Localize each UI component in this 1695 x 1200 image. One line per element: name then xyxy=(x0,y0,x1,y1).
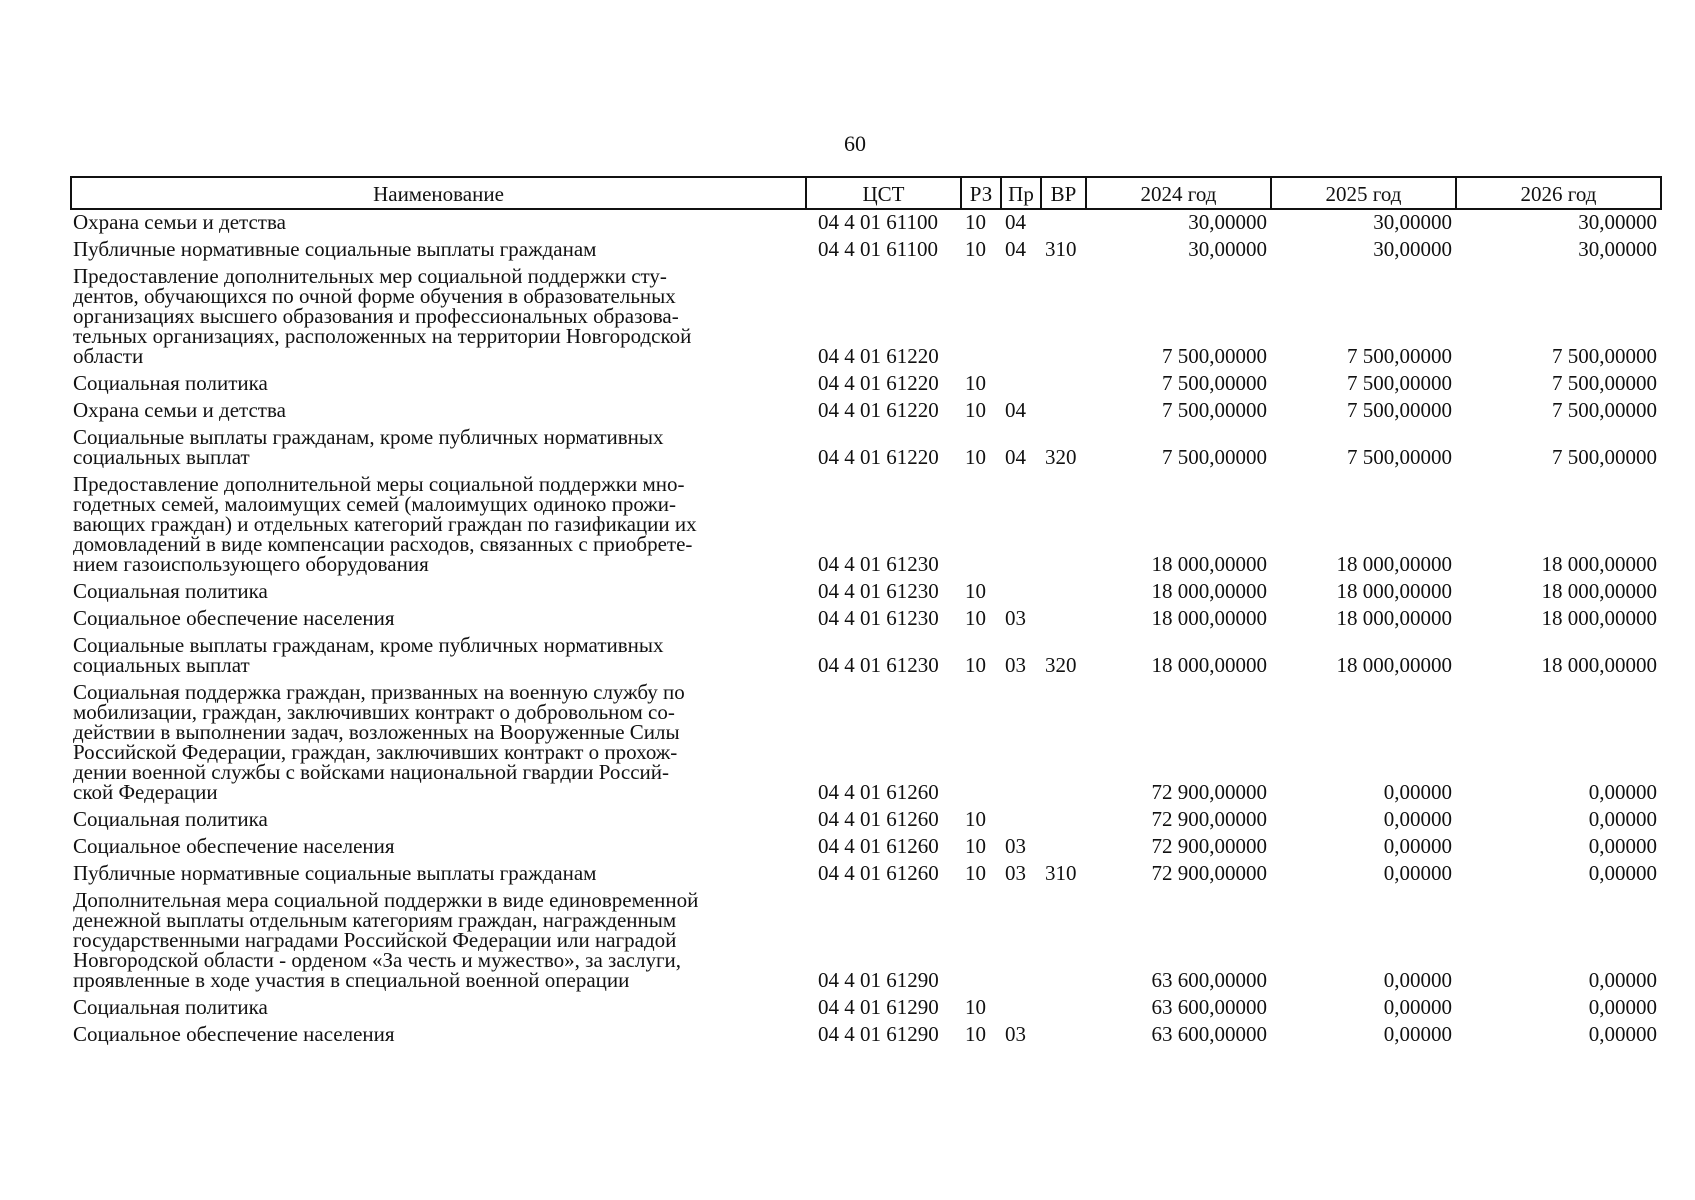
row-vr: 320 xyxy=(1045,653,1077,677)
header-2024: 2024 год xyxy=(1086,177,1271,209)
row-vr xyxy=(1041,995,1086,1022)
row-value-2024: 72 900,00000 xyxy=(1151,780,1267,804)
row-cst: 04 4 01 61100 xyxy=(818,210,938,234)
row-vr: 310 xyxy=(1045,861,1077,885)
table-row xyxy=(71,888,1661,995)
row-value-2024: 7 500,00000 xyxy=(1162,398,1267,422)
row-value-2025: 18 000,00000 xyxy=(1336,579,1452,603)
row-rz: 10 xyxy=(965,861,986,885)
row-pr xyxy=(1001,888,1041,995)
row-cst: 04 4 01 61260 xyxy=(818,807,939,831)
table-row xyxy=(71,861,1661,888)
row-vr xyxy=(1041,264,1086,371)
row-pr: 03 xyxy=(1005,861,1026,885)
row-value-2026: 0,00000 xyxy=(1588,780,1657,804)
row-name: Социальное обеспечение населения xyxy=(73,834,395,858)
row-name: Социальные выплаты гражданам, кроме публичных нормативных социальных выплат xyxy=(73,633,664,677)
row-vr xyxy=(1041,807,1086,834)
row-cst: 04 4 01 61260 xyxy=(818,861,939,885)
row-pr: 04 xyxy=(1005,210,1026,234)
row-value-2025: 0,00000 xyxy=(1383,807,1452,831)
row-rz xyxy=(961,472,1001,579)
row-vr xyxy=(1041,209,1086,237)
table-row xyxy=(71,606,1661,633)
row-vr xyxy=(1041,1022,1086,1049)
row-cst: 04 4 01 61230 xyxy=(818,552,939,576)
table-row xyxy=(71,807,1661,834)
row-rz: 10 xyxy=(965,210,986,234)
header-rz: РЗ xyxy=(961,177,1001,209)
row-name: Дополнительная мера социальной поддержки в виде единовременной денежной выплаты отдельным категориям граждан, награжденным государственными наградами Российской Федерации или наградой Новгородской области - орденом «За честь и мужество», за заслуги, проявленные в ходе участия в специальной военной операции xyxy=(73,888,699,992)
row-pr xyxy=(1001,371,1041,398)
row-name: Охрана семьи и детства xyxy=(73,398,286,422)
row-value-2024: 72 900,00000 xyxy=(1151,861,1267,885)
row-rz: 10 xyxy=(965,995,986,1019)
row-value-2026: 7 500,00000 xyxy=(1552,344,1657,368)
row-cst: 04 4 01 61260 xyxy=(818,780,939,804)
row-value-2025: 7 500,00000 xyxy=(1347,371,1452,395)
row-value-2026: 18 000,00000 xyxy=(1541,579,1657,603)
row-rz: 10 xyxy=(965,1022,986,1046)
row-rz xyxy=(961,888,1001,995)
row-value-2026: 30,00000 xyxy=(1578,210,1657,234)
row-vr xyxy=(1041,606,1086,633)
row-rz xyxy=(961,680,1001,807)
table-row xyxy=(71,398,1661,425)
row-value-2024: 63 600,00000 xyxy=(1151,968,1267,992)
row-cst: 04 4 01 61100 xyxy=(818,237,938,261)
row-vr xyxy=(1041,472,1086,579)
table-row xyxy=(71,995,1661,1022)
row-pr: 03 xyxy=(1005,606,1026,630)
table-row xyxy=(71,472,1661,579)
row-rz: 10 xyxy=(965,579,986,603)
row-rz: 10 xyxy=(965,834,986,858)
row-pr: 04 xyxy=(1005,398,1026,422)
row-vr xyxy=(1041,888,1086,995)
row-pr xyxy=(1001,680,1041,807)
header-2025: 2025 год xyxy=(1271,177,1456,209)
row-rz: 10 xyxy=(965,653,986,677)
row-rz: 10 xyxy=(965,237,986,261)
table-row xyxy=(71,237,1661,264)
row-value-2024: 72 900,00000 xyxy=(1151,834,1267,858)
table-row xyxy=(71,633,1661,680)
row-value-2024: 18 000,00000 xyxy=(1151,653,1267,677)
row-rz: 10 xyxy=(965,606,986,630)
row-cst: 04 4 01 61230 xyxy=(818,606,939,630)
row-name: Публичные нормативные социальные выплаты гражданам xyxy=(73,237,597,261)
table-row xyxy=(71,834,1661,861)
table-row xyxy=(71,425,1661,472)
row-name: Социальная поддержка граждан, призванных на военную службу по мобилизации, граждан, заключивших контракт о добровольном со- действии в выполнении задач, возложенных на Вооруженные Силы Российской Федерации, граждан, заключивших контракт о прохож- дении военной службы с войсками национальной гвардии Россий- ской Федерации xyxy=(73,680,685,804)
row-value-2026: 0,00000 xyxy=(1588,834,1657,858)
row-value-2026: 0,00000 xyxy=(1588,968,1657,992)
row-value-2025: 7 500,00000 xyxy=(1347,445,1452,469)
row-vr: 310 xyxy=(1045,237,1077,261)
row-cst: 04 4 01 61230 xyxy=(818,653,939,677)
row-value-2026: 0,00000 xyxy=(1588,995,1657,1019)
row-rz: 10 xyxy=(965,371,986,395)
row-cst: 04 4 01 61220 xyxy=(818,371,939,395)
row-value-2026: 18 000,00000 xyxy=(1541,606,1657,630)
row-value-2024: 7 500,00000 xyxy=(1162,371,1267,395)
row-vr: 320 xyxy=(1045,445,1077,469)
row-value-2025: 7 500,00000 xyxy=(1347,344,1452,368)
row-name: Социальная политика xyxy=(73,807,268,831)
row-name: Социальная политика xyxy=(73,371,268,395)
table-body xyxy=(71,209,1661,1049)
row-value-2026: 7 500,00000 xyxy=(1552,371,1657,395)
row-value-2026: 0,00000 xyxy=(1588,807,1657,831)
row-cst: 04 4 01 61290 xyxy=(818,995,939,1019)
header-name: Наименование xyxy=(71,177,806,209)
row-name: Предоставление дополнительной меры социальной поддержки мно- годетных семей, малоимущих семей (малоимущих одиноко прожи- вающих граждан) и отдельных категорий граждан по газификации их домовладений в виде компенсации расходов, связанных с приобрете- нием газоиспользующего оборудования xyxy=(73,472,697,576)
row-pr xyxy=(1001,472,1041,579)
table-row xyxy=(71,209,1661,237)
row-value-2024: 7 500,00000 xyxy=(1162,445,1267,469)
row-value-2024: 72 900,00000 xyxy=(1151,807,1267,831)
row-cst: 04 4 01 61220 xyxy=(818,398,939,422)
row-pr: 03 xyxy=(1005,1022,1026,1046)
table-row xyxy=(71,264,1661,371)
row-name: Охрана семьи и детства xyxy=(73,210,286,234)
row-pr xyxy=(1001,264,1041,371)
row-value-2024: 30,00000 xyxy=(1188,237,1267,261)
row-cst: 04 4 01 61220 xyxy=(818,445,939,469)
row-cst: 04 4 01 61220 xyxy=(818,344,939,368)
table-row xyxy=(71,680,1661,807)
row-value-2025: 0,00000 xyxy=(1383,834,1452,858)
header-vr: ВР xyxy=(1041,177,1086,209)
row-name: Социальные выплаты гражданам, кроме публичных нормативных социальных выплат xyxy=(73,425,664,469)
row-name: Публичные нормативные социальные выплаты гражданам xyxy=(73,861,597,885)
row-cst: 04 4 01 61290 xyxy=(818,1022,939,1046)
row-name: Социальное обеспечение населения xyxy=(73,606,395,630)
row-pr xyxy=(1001,579,1041,606)
row-value-2025: 30,00000 xyxy=(1373,237,1452,261)
row-vr xyxy=(1041,834,1086,861)
row-pr: 03 xyxy=(1005,834,1026,858)
row-value-2025: 18 000,00000 xyxy=(1336,606,1452,630)
row-cst: 04 4 01 61290 xyxy=(818,968,939,992)
row-rz: 10 xyxy=(965,445,986,469)
row-name: Предоставление дополнительных мер социальной поддержки сту- дентов, обучающихся по очной форме обучения в образовательных организациях высшего образования и профессиональных образова- тельных организациях, расположенных на территории Новгородской области xyxy=(73,264,692,368)
row-value-2025: 18 000,00000 xyxy=(1336,653,1452,677)
row-pr xyxy=(1001,995,1041,1022)
row-rz xyxy=(961,264,1001,371)
budget-table xyxy=(70,176,1662,1049)
header-pr: Пр xyxy=(1001,177,1041,209)
header-2026: 2026 год xyxy=(1456,177,1661,209)
row-value-2024: 7 500,00000 xyxy=(1162,344,1267,368)
row-value-2026: 0,00000 xyxy=(1588,861,1657,885)
row-rz: 10 xyxy=(965,398,986,422)
row-value-2025: 30,00000 xyxy=(1373,210,1452,234)
row-value-2024: 30,00000 xyxy=(1188,210,1267,234)
row-name: Социальное обеспечение населения xyxy=(73,1022,395,1046)
row-value-2025: 18 000,00000 xyxy=(1336,552,1452,576)
row-value-2026: 18 000,00000 xyxy=(1541,552,1657,576)
table-row xyxy=(71,1022,1661,1049)
row-value-2024: 18 000,00000 xyxy=(1151,606,1267,630)
row-pr: 04 xyxy=(1005,445,1026,469)
page-number: 60 xyxy=(844,131,866,156)
row-name: Социальная политика xyxy=(73,995,268,1019)
table-header-row xyxy=(71,177,1661,209)
row-value-2026: 30,00000 xyxy=(1578,237,1657,261)
row-value-2024: 18 000,00000 xyxy=(1151,579,1267,603)
row-vr xyxy=(1041,371,1086,398)
row-vr xyxy=(1041,680,1086,807)
row-value-2025: 0,00000 xyxy=(1383,861,1452,885)
row-value-2024: 63 600,00000 xyxy=(1151,995,1267,1019)
row-cst: 04 4 01 61260 xyxy=(818,834,939,858)
row-pr: 03 xyxy=(1005,653,1026,677)
row-cst: 04 4 01 61230 xyxy=(818,579,939,603)
row-pr xyxy=(1001,807,1041,834)
row-value-2026: 7 500,00000 xyxy=(1552,398,1657,422)
row-name: Социальная политика xyxy=(73,579,268,603)
table-row xyxy=(71,579,1661,606)
header-cst: ЦСТ xyxy=(806,177,961,209)
row-vr xyxy=(1041,579,1086,606)
row-rz: 10 xyxy=(965,807,986,831)
row-value-2025: 7 500,00000 xyxy=(1347,398,1452,422)
row-pr: 04 xyxy=(1005,237,1026,261)
table-row xyxy=(71,371,1661,398)
row-value-2024: 63 600,00000 xyxy=(1151,1022,1267,1046)
row-value-2026: 18 000,00000 xyxy=(1541,653,1657,677)
row-value-2025: 0,00000 xyxy=(1383,995,1452,1019)
row-value-2026: 7 500,00000 xyxy=(1552,445,1657,469)
row-value-2025: 0,00000 xyxy=(1383,1022,1452,1046)
row-value-2026: 0,00000 xyxy=(1588,1022,1657,1046)
row-value-2025: 0,00000 xyxy=(1383,968,1452,992)
row-value-2024: 18 000,00000 xyxy=(1151,552,1267,576)
row-value-2025: 0,00000 xyxy=(1383,780,1452,804)
row-vr xyxy=(1041,398,1086,425)
